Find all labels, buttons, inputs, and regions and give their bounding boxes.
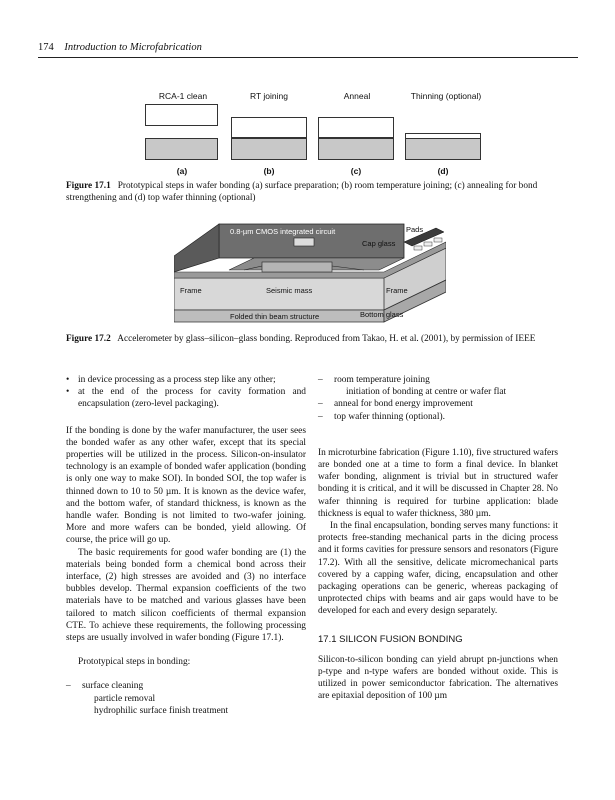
seismic-mass-block (262, 262, 332, 272)
pad-3 (434, 238, 442, 242)
step-item: – top wafer thinning (optional). (318, 411, 445, 422)
label-folded-beam: Folded thin beam structure (230, 312, 320, 321)
wafer-bottom-d (405, 138, 481, 160)
step-item: – room temperature joining (318, 375, 430, 385)
panel-d: (d) (437, 166, 449, 176)
panel-b: (b) (263, 166, 275, 176)
cmos-chip (294, 238, 314, 246)
figure-17-2-caption (66, 333, 562, 345)
label-bottom-glass: Bottom glass (360, 310, 404, 319)
steps-intro: Prototypical steps in bonding: (78, 657, 191, 668)
wafer-bottom-a (145, 138, 218, 160)
label-frame-right: Frame (386, 286, 408, 295)
paragraph: If the bonding is done by the wafer manufacturer, the user sees the bonded wafer as any other wafer, except that its special properties will be utilized in the process. Silicon-on-insulator technology is an example of bonded wafer application (bonding is only one way to make SOI). In bonded SOI, the top wafer is thinned down to 10 to 50 µm. It is known as the device wafer, and the bottom wafer, of standard thickness, is known as the handle wafer. Bonding is not limited to two-wafer joining. More and more wafers can be bonded, yield allowing. Of course, the price will go up. (66, 425, 306, 546)
label-cap-glass: Cap glass (362, 239, 396, 248)
paragraph: In the final encapsulation, bonding serves many functions: it protects free-standing mechanical parts in the dicing process and it forms cavities for pressure sensors and resonators (Figure 17.2). With all the sensitive, delicate micromechanical parts covered by a capping wafer, dicing, encapsulation and other packaging operations can be generic, whereas packaging of unprotected chips with beams and air gaps would have to be developed for each and every design separately. (318, 521, 558, 617)
panel-a: (a) (176, 166, 188, 176)
wafer-bottom-c (318, 138, 394, 160)
wafer-top-a (145, 104, 218, 126)
label-circuit: 0.8-µm CMOS integrated circuit (230, 227, 336, 236)
step-label-rt-joining: RT joining (250, 91, 288, 101)
page-number: 174 (38, 42, 54, 53)
bullet-item: • in device processing as a process step like any other; (66, 375, 276, 385)
paragraph: The basic requirements for good wafer bonding are (1) the materials being bonded form a chemical bond across their interface, (2) high stresses are avoided and (3) no interface bubbles develop. Thermal expansion coefficients of the two materials have to be matched and various glasses have been tailored to match silicon coefficients of thermal expansion CTE. To achieve these requirements, the following processing steps are usually involved in wafer bonding (Figure 17.1). (66, 547, 306, 644)
paragraph: In microturbine fabrication (Figure 1.10), five structured wafers are bonded one at a time to form a final device. In blanket wafer bonding, alignment is trivial but in structured wafer bonding it is critical, and it will be discussed in Chapter 28. No wafer thinning is required for turbine application: blade thickness is equal to wafer thickness, 380 µm. (318, 447, 558, 519)
step-label-rca: RCA-1 clean (158, 91, 208, 101)
step-sub: particle removal (94, 693, 156, 704)
right-column (318, 374, 558, 703)
step-sub: initiation of bonding at centre or wafer flat (346, 387, 507, 398)
pad-1 (414, 246, 422, 250)
wafer-top-b (231, 117, 307, 138)
caption-text-17-2: Accelerometer by glass–silicon–glass bonding. Reproduced from Takao, H. et al. (2001), by permission of IEEE (117, 334, 536, 344)
caption-text-17-1: Prototypical steps in wafer bonding (a) surface preparation; (b) room temperature joining; (c) annealing for bond strengthening and (d) top wafer thinning (optional) (66, 181, 538, 203)
paragraph: Silicon-to-silicon bonding can yield abrupt pn-junctions when p-type and n-type wafers are bonded without oxide. This is utilized in power semiconductor fabrication. The alternatives are epitaxial deposition of 100 µm (318, 654, 558, 702)
wafer-top-c (318, 117, 394, 138)
label-frame-left: Frame (180, 286, 202, 295)
book-title: Introduction to Microfabrication (64, 42, 202, 53)
step-item: – anneal for bond energy improvement (318, 399, 473, 410)
caption-label-17-1: Figure 17.1 (66, 181, 111, 191)
step-item: – surface cleaning (66, 681, 144, 692)
wafer-bottom-b (231, 138, 307, 160)
step-label-anneal: Anneal (343, 91, 371, 101)
panel-c: (c) (350, 166, 362, 176)
left-column (66, 374, 306, 717)
figure-17-2-accelerometer (174, 218, 446, 326)
step-label-thinning: Thinning (optional) (410, 91, 482, 101)
pad-2 (424, 242, 432, 246)
label-pads: Pads (406, 225, 424, 234)
figure-17-1-caption (66, 180, 562, 204)
step-sub: hydrophilic surface finish treatment (94, 705, 229, 716)
bullet-item: • at the end of the process for cavity formation and encapsulation (zero-level packaging). (66, 387, 306, 410)
label-seismic-mass: Seismic mass (266, 286, 313, 295)
caption-label-17-2: Figure 17.2 (66, 334, 111, 344)
section-title: 17.1 SILICON FUSION BONDING (318, 633, 463, 645)
